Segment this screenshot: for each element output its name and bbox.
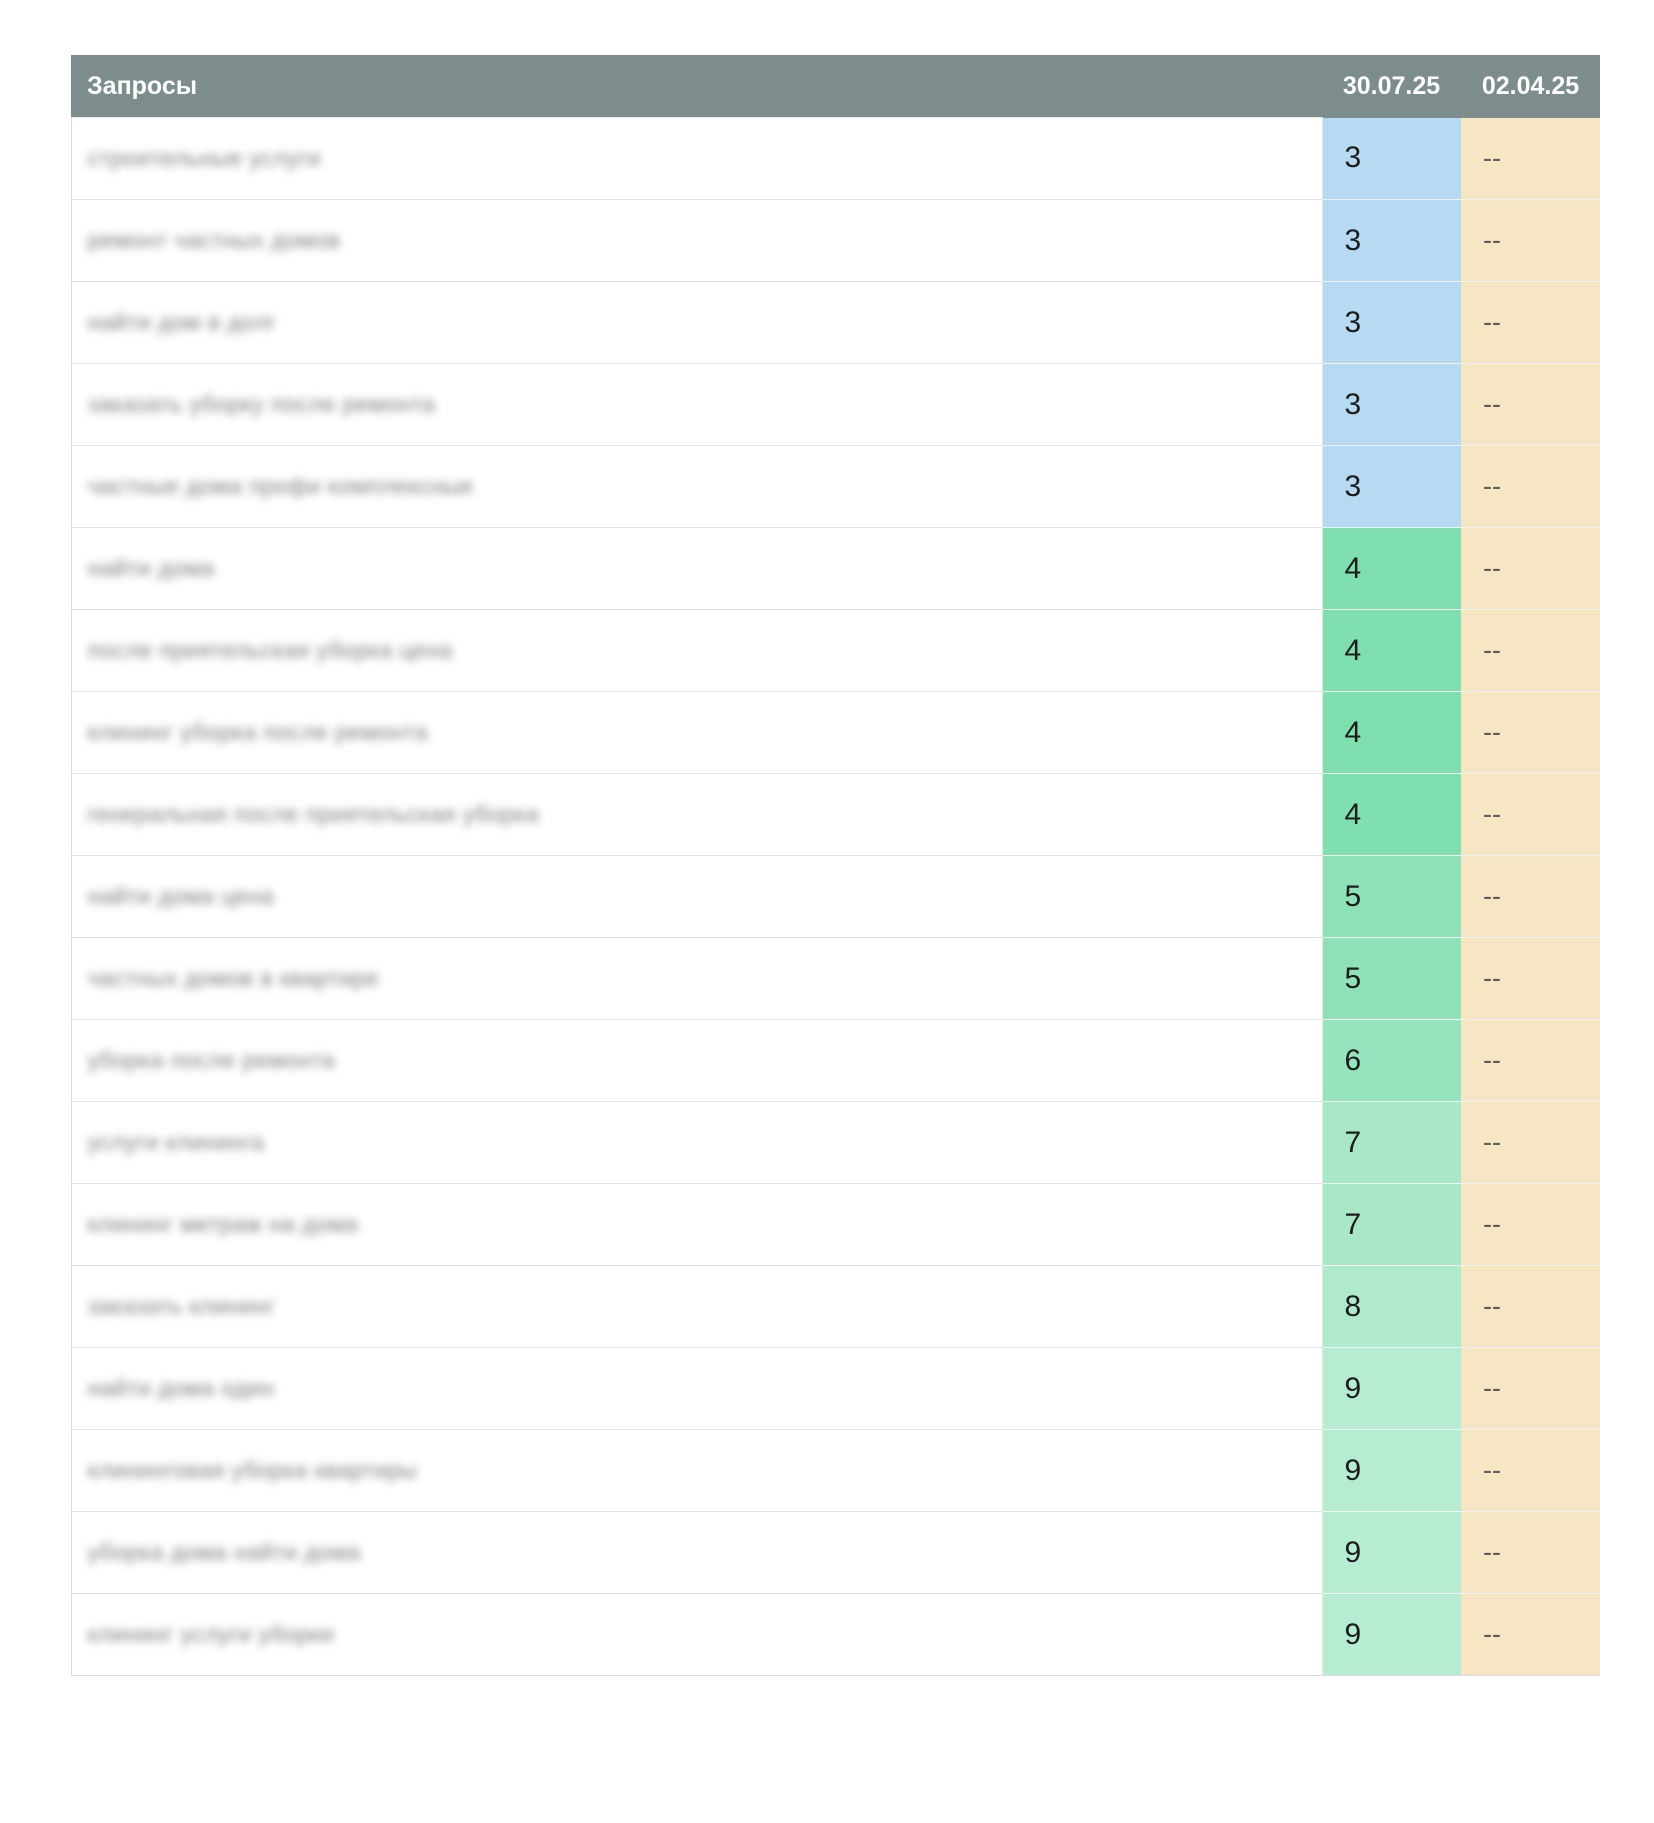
query-cell[interactable]: [71, 692, 1322, 774]
position-cell-date-2: --: [1461, 1348, 1600, 1430]
query-cell[interactable]: [71, 1266, 1322, 1348]
position-cell-date-1: 3: [1322, 282, 1461, 364]
query-text: найти дом в долг: [87, 309, 277, 335]
query-text: найти дома: [87, 555, 215, 581]
query-cell[interactable]: [71, 282, 1322, 364]
position-cell-date-1: 7: [1322, 1102, 1461, 1184]
position-cell-date-1: 3: [1322, 118, 1461, 200]
query-cell[interactable]: [71, 364, 1322, 446]
keywords-table: [71, 55, 1601, 1676]
table-row: [71, 1184, 1600, 1266]
query-text: частные дома профи комплексные: [87, 473, 474, 499]
position-cell-date-2: --: [1461, 692, 1600, 774]
column-header-date-1[interactable]: 30.07.25: [1322, 55, 1461, 118]
query-text: заказать уборку после ремонта: [87, 391, 436, 417]
position-cell-date-2: --: [1461, 528, 1600, 610]
position-cell-date-1: 7: [1322, 1184, 1461, 1266]
query-cell[interactable]: [71, 1348, 1322, 1430]
position-cell-date-2: --: [1461, 200, 1600, 282]
query-cell[interactable]: [71, 528, 1322, 610]
query-cell[interactable]: [71, 446, 1322, 528]
column-header-queries[interactable]: Запросы: [71, 55, 1322, 118]
position-cell-date-2: --: [1461, 610, 1600, 692]
table-row: [71, 1512, 1600, 1594]
query-text: клининг уборка после ремонта: [87, 719, 428, 745]
table-row: [71, 692, 1600, 774]
query-text: клининг метраж на дома: [87, 1211, 359, 1237]
table-row: [71, 282, 1600, 364]
query-text: после приятельская уборка цена: [87, 637, 453, 663]
column-header-date-2[interactable]: 02.04.25: [1461, 55, 1600, 118]
position-cell-date-2: --: [1461, 364, 1600, 446]
position-cell-date-2: --: [1461, 1266, 1600, 1348]
position-cell-date-2: --: [1461, 1102, 1600, 1184]
position-cell-date-1: 3: [1322, 446, 1461, 528]
position-cell-date-2: --: [1461, 1020, 1600, 1102]
query-cell[interactable]: [71, 118, 1322, 200]
table-body: [71, 118, 1600, 1676]
table-row: [71, 1594, 1600, 1676]
table-row: [71, 1020, 1600, 1102]
query-cell[interactable]: [71, 1512, 1322, 1594]
table-row: [71, 1266, 1600, 1348]
table-row: [71, 610, 1600, 692]
table-row: [71, 200, 1600, 282]
table-row: [71, 528, 1600, 610]
table-header-row: [71, 55, 1600, 118]
query-text: строительные услуги: [87, 145, 321, 171]
query-text: услуги клининга: [87, 1129, 265, 1155]
position-cell-date-1: 4: [1322, 692, 1461, 774]
query-text: клининг услуги уборки: [87, 1621, 335, 1647]
query-text: заказать клининг: [87, 1293, 276, 1319]
query-text: уборка после ремонта: [87, 1047, 336, 1073]
query-cell[interactable]: [71, 856, 1322, 938]
query-cell[interactable]: [71, 1020, 1322, 1102]
query-cell[interactable]: [71, 1594, 1322, 1676]
query-cell[interactable]: [71, 938, 1322, 1020]
query-text: найти дома один: [87, 1375, 275, 1401]
position-cell-date-2: --: [1461, 856, 1600, 938]
position-cell-date-1: 5: [1322, 938, 1461, 1020]
query-text: ремонт частных домов: [87, 227, 341, 253]
position-cell-date-1: 4: [1322, 610, 1461, 692]
position-cell-date-2: --: [1461, 446, 1600, 528]
table-row: [71, 856, 1600, 938]
keywords-table-container: [71, 55, 1584, 1676]
position-cell-date-2: --: [1461, 774, 1600, 856]
position-cell-date-1: 8: [1322, 1266, 1461, 1348]
position-cell-date-1: 9: [1322, 1348, 1461, 1430]
table-row: [71, 1430, 1600, 1512]
position-cell-date-2: --: [1461, 282, 1600, 364]
query-text: уборка дома найти дома: [87, 1539, 361, 1565]
position-cell-date-2: --: [1461, 1184, 1600, 1266]
table-row: [71, 938, 1600, 1020]
table-row: [71, 1102, 1600, 1184]
position-cell-date-2: --: [1461, 1512, 1600, 1594]
query-text: найти дома цена: [87, 883, 275, 909]
query-text: клининговая уборка квартиры: [87, 1457, 418, 1483]
query-cell[interactable]: [71, 610, 1322, 692]
table-row: [71, 364, 1600, 446]
position-cell-date-1: 6: [1322, 1020, 1461, 1102]
position-cell-date-1: 9: [1322, 1430, 1461, 1512]
position-cell-date-1: 5: [1322, 856, 1461, 938]
position-cell-date-1: 4: [1322, 774, 1461, 856]
query-cell[interactable]: [71, 1184, 1322, 1266]
table-row: [71, 118, 1600, 200]
position-cell-date-1: 3: [1322, 200, 1461, 282]
query-cell[interactable]: [71, 1102, 1322, 1184]
table-header: [71, 55, 1600, 118]
query-cell[interactable]: [71, 200, 1322, 282]
position-cell-date-1: 9: [1322, 1594, 1461, 1676]
table-row: [71, 446, 1600, 528]
position-cell-date-2: --: [1461, 1594, 1600, 1676]
position-cell-date-2: --: [1461, 938, 1600, 1020]
position-cell-date-1: 9: [1322, 1512, 1461, 1594]
table-row: [71, 774, 1600, 856]
table-row: [71, 1348, 1600, 1430]
query-text: генеральная после приятельская уборка: [87, 801, 539, 827]
query-cell[interactable]: [71, 1430, 1322, 1512]
query-text: частных домов в квартире: [87, 965, 380, 991]
position-cell-date-1: 4: [1322, 528, 1461, 610]
query-cell[interactable]: [71, 774, 1322, 856]
position-cell-date-2: --: [1461, 118, 1600, 200]
position-cell-date-2: --: [1461, 1430, 1600, 1512]
position-cell-date-1: 3: [1322, 364, 1461, 446]
